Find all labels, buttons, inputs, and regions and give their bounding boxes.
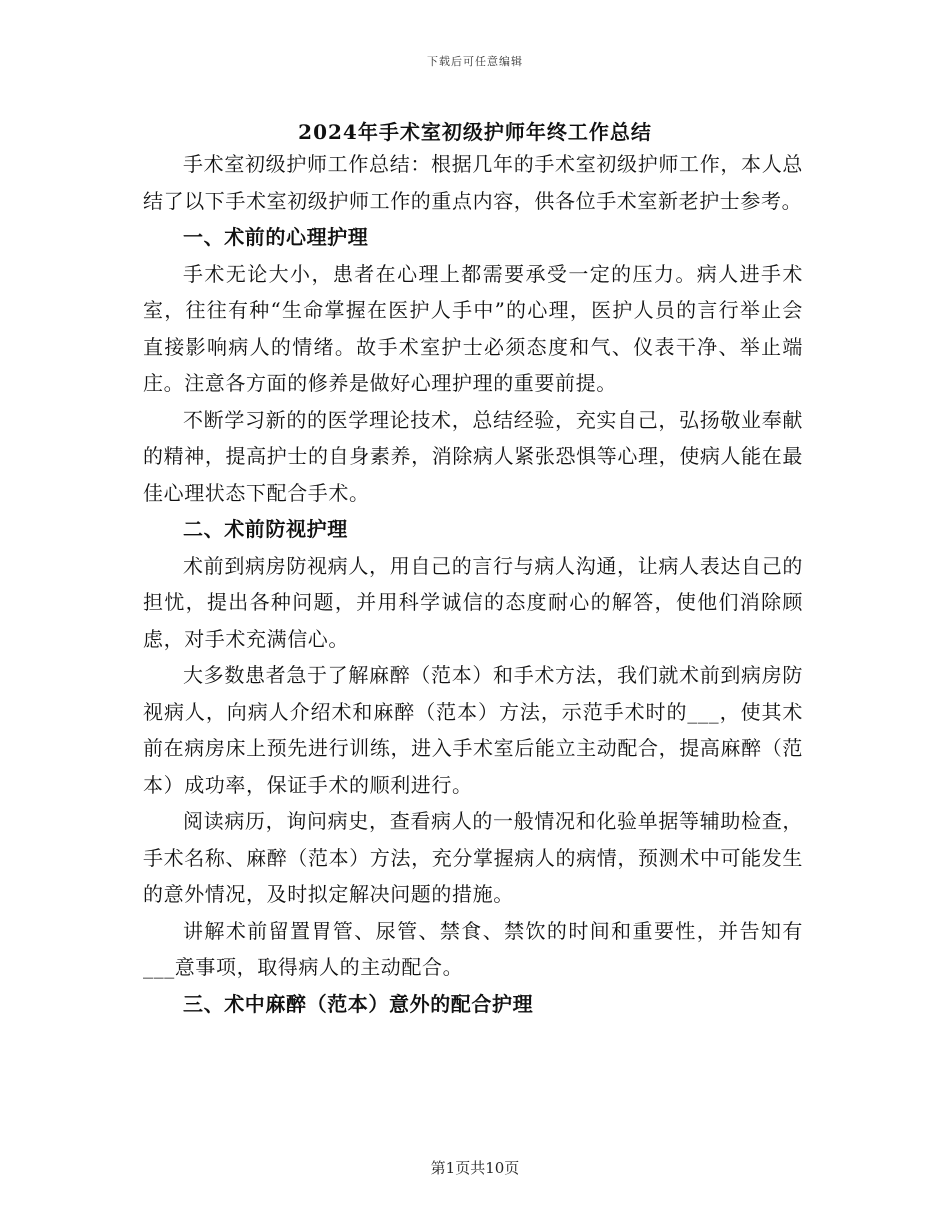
document-title: 2024年手术室初级护师年终工作总结: [298, 120, 652, 144]
body-paragraph: 阅读病历，询问病史，查看病人的一般情况和化验单据等辅助检查，手术名称、麻醉（范本）方法，充分掌握病人的病情，预测术中可能发生的意外情况，及时拟定解决问题的措施。: [143, 809, 803, 906]
document-body: [143, 146, 803, 1022]
section-heading-2: 二、术前防视护理: [183, 517, 348, 541]
page-number: 第1页共10页: [430, 1159, 520, 1177]
page-header-note: 下载后可任意编辑: [427, 55, 523, 68]
body-paragraph: 手术无论大小，患者在心理上都需要承受一定的压力。病人进手术室，往往有种“生命掌握在医护人手中”的心理，医护人员的言行举止会直接影响病人的情绪。故手术室护士必须态度和气、仪表干净、举止端庄。注意各方面的修养是做好心理护理的重要前提。: [143, 261, 803, 395]
body-paragraph: 不断学习新的的医学理论技术，总结经验，充实自己，弘扬敬业奉献的精神，提高护士的自身素养，消除病人紧张恐惧等心理，使病人能在最佳心理状态下配合手术。: [143, 407, 803, 505]
body-paragraph: 大多数患者急于了解麻醉（范本）和手术方法，我们就术前到病房防视病人，向病人介绍术和麻醉（范本）方法，示范手术时的___，使其术前在病房床上预先进行训练，进入手术室后能立主动配合，提高麻醉（范本）成功率，保证手术的顺利进行。: [143, 663, 803, 797]
body-paragraph: 术前到病房防视病人，用自己的言行与病人沟通，让病人表达自己的担忧，提出各种问题，并用科学诚信的态度耐心的解答，使他们消除顾虑，对手术充满信心。: [143, 553, 803, 651]
intro-paragraph: 手术室初级护师工作总结：根据几年的手术室初级护师工作，本人总结了以下手术室初级护师工作的重点内容，供各位手术室新老护士参考。: [143, 152, 803, 213]
body-paragraph: 讲解术前留置胃管、尿管、禁食、禁饮的时间和重要性，并告知有___意事项，取得病人的主动配合。: [143, 918, 803, 979]
section-heading-1: 一、术前的心理护理: [183, 225, 369, 249]
section-heading-3: 三、术中麻醉（范本）意外的配合护理: [183, 991, 534, 1016]
